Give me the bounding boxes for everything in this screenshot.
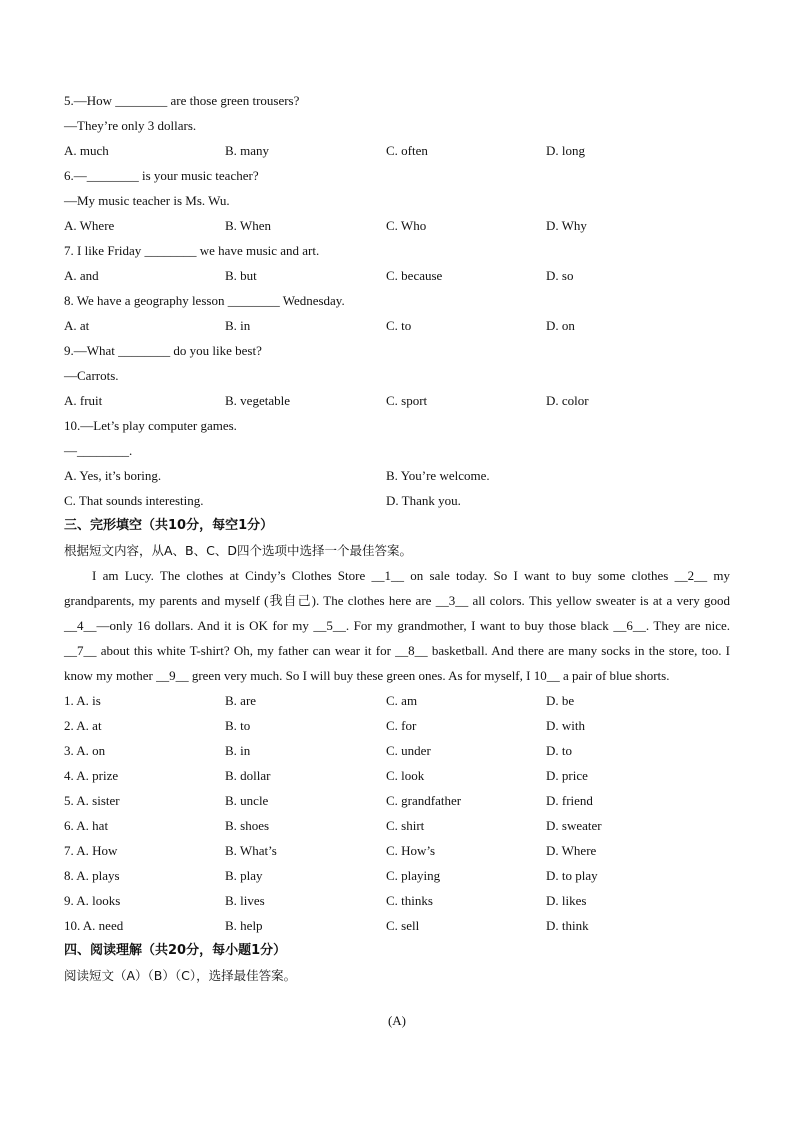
- section-heading: 四、阅读理解（共20分，每小题1分）: [64, 943, 287, 958]
- option-b: B. When: [225, 218, 271, 233]
- choice-b: B. What’s: [225, 843, 277, 858]
- choice-row: [64, 763, 730, 788]
- question-stem: 10.—Let’s play computer games.: [64, 418, 237, 433]
- choice-c: C. under: [386, 743, 431, 758]
- question-stem: 7. I like Friday ________ we have music and art.: [64, 243, 320, 258]
- choice-c: C. shirt: [386, 818, 425, 833]
- choice-a: 1. A. is: [64, 693, 101, 708]
- option-a: A. much: [64, 143, 109, 158]
- choice-b: B. lives: [225, 893, 265, 908]
- question-stem: 9.—What ________ do you like best?: [64, 343, 262, 358]
- choice-b: B. uncle: [225, 793, 269, 808]
- choice-c: C. for: [386, 718, 417, 733]
- question-reply: —My music teacher is Ms. Wu.: [64, 193, 230, 208]
- choice-c: C. sell: [386, 918, 420, 933]
- option-c: C. Who: [386, 218, 427, 233]
- choice-row: [64, 813, 730, 838]
- choice-d: D. friend: [546, 793, 593, 808]
- option-b: B. but: [225, 268, 257, 283]
- choice-row: [64, 913, 730, 938]
- choice-c: C. am: [386, 693, 418, 708]
- option-a: A. at: [64, 318, 90, 333]
- choice-d: D. sweater: [546, 818, 602, 833]
- choice-c: C. thinks: [386, 893, 433, 908]
- choice-row: [64, 713, 730, 738]
- choice-d: D. Where: [546, 843, 597, 858]
- option-c: C. That sounds interesting.: [64, 493, 204, 508]
- question-stem: 8. We have a geography lesson ________ Wednesday.: [64, 293, 345, 308]
- section-instruction: 根据短文内容，从A、B、C、D四个选项中选择一个最佳答案。: [64, 543, 412, 558]
- choice-c: C. playing: [386, 868, 441, 883]
- choice-b: B. shoes: [225, 818, 270, 833]
- choice-row: [64, 888, 730, 913]
- choice-b: B. play: [225, 868, 263, 883]
- option-c: C. often: [386, 143, 428, 158]
- choice-c: C. How’s: [386, 843, 436, 858]
- option-b: B. many: [225, 143, 270, 158]
- option-a: A. Where: [64, 218, 115, 233]
- option-a: A. fruit: [64, 393, 103, 408]
- option-a: A. Yes, it’s boring.: [64, 468, 162, 483]
- choice-a: 4. A. prize: [64, 768, 119, 783]
- option-d: D. color: [546, 393, 589, 408]
- option-c: C. sport: [386, 393, 428, 408]
- choice-a: 2. A. at: [64, 718, 102, 733]
- choice-a: 9. A. looks: [64, 893, 121, 908]
- choice-row: [64, 863, 730, 888]
- option-c: C. because: [386, 268, 443, 283]
- question-stem: 6.—________ is your music teacher?: [64, 168, 259, 183]
- choice-b: B. help: [225, 918, 263, 933]
- question-options: [64, 313, 730, 338]
- choice-b: B. are: [225, 693, 257, 708]
- question-reply: —________.: [64, 443, 133, 458]
- option-a: A. and: [64, 268, 99, 283]
- option-c: C. to: [386, 318, 412, 333]
- question-options: [64, 388, 730, 413]
- question-stem: 5.—How ________ are those green trousers?: [64, 93, 300, 108]
- section-instruction: 阅读短文（A）（B）（C），选择最佳答案。: [64, 968, 297, 983]
- choice-row: [64, 788, 730, 813]
- choice-b: B. in: [225, 743, 251, 758]
- exam-page: [64, 88, 730, 988]
- question-reply: —Carrots.: [64, 368, 119, 383]
- question-options: [64, 138, 730, 163]
- option-b: B. vegetable: [225, 393, 290, 408]
- choice-a: 8. A. plays: [64, 868, 120, 883]
- choice-row: [64, 838, 730, 863]
- option-d: D. so: [546, 268, 574, 283]
- choice-c: C. grandfather: [386, 793, 462, 808]
- choice-a: 10. A. need: [64, 918, 124, 933]
- choice-a: 6. A. hat: [64, 818, 109, 833]
- question-reply: —They’re only 3 dollars.: [64, 118, 197, 133]
- choice-row: [64, 738, 730, 763]
- choice-a: 7. A. How: [64, 843, 118, 858]
- cloze-passage: I am Lucy. The clothes at Cindy’s Clothes Store __1__ on sale today. So I want to buy some clothes __2__ my grandparents, my parents and myself (我自己). The clothes here are __3__ all colors. This yellow sweater is at a very good __4__—only 16 dollars. And it is OK for my __5__. For my grandmother, I want to buy those black __6__. They are nice. __7__ about this white T-shirt? Oh, my father can wear it for __8__ basketball. And there are many socks in the store, too. I know my mother __9__ green very much. So I will buy these green ones. As for myself, I 10__ a pair of blue shorts.: [64, 568, 730, 683]
- option-b: B. You’re welcome.: [386, 468, 490, 483]
- question-options: [64, 213, 730, 238]
- choice-d: D. to: [546, 743, 572, 758]
- choice-b: B. to: [225, 718, 251, 733]
- question-options: [64, 463, 730, 488]
- choice-d: D. think: [546, 918, 589, 933]
- choice-d: D. to play: [546, 868, 598, 883]
- choice-a: 3. A. on: [64, 743, 106, 758]
- choice-b: B. dollar: [225, 768, 271, 783]
- cloze-choices: [64, 688, 730, 938]
- option-d: D. long: [546, 143, 585, 158]
- section-heading: 三、完形填空（共10分，每空1分）: [64, 518, 274, 533]
- choice-d: D. price: [546, 768, 588, 783]
- choice-d: D. with: [546, 718, 585, 733]
- option-d: D. on: [546, 318, 575, 333]
- question-options: [64, 263, 730, 288]
- option-b: B. in: [225, 318, 251, 333]
- choice-d: D. likes: [546, 893, 587, 908]
- option-d: D. Thank you.: [386, 493, 461, 508]
- choice-a: 5. A. sister: [64, 793, 120, 808]
- option-d: D. Why: [546, 218, 587, 233]
- passage-label: (A): [387, 1013, 407, 1028]
- choice-row: [64, 688, 730, 713]
- question-options: [64, 488, 730, 513]
- choice-d: D. be: [546, 693, 575, 708]
- choice-c: C. look: [386, 768, 425, 783]
